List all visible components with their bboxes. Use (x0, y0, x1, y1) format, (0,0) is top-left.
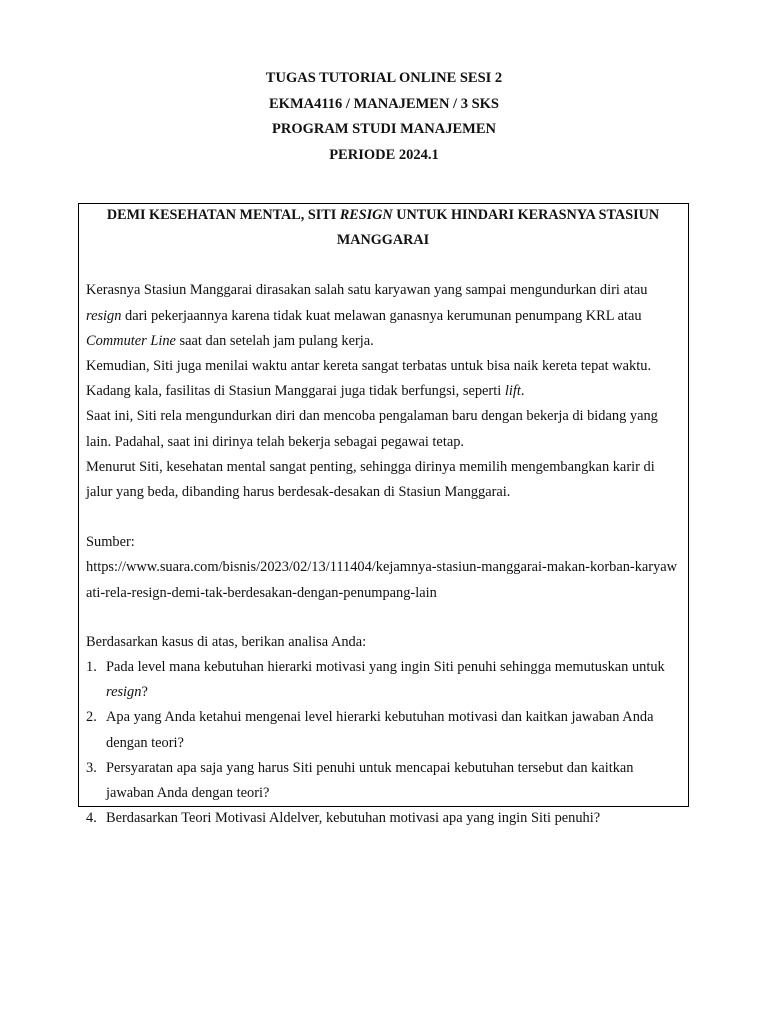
question-item-2 (86, 705, 680, 755)
header-course-code: EKMA4116 / MANAJEMEN / 3 SKS (269, 95, 499, 112)
header-study-program: PROGRAM STUDI MANAJEMEN (272, 121, 496, 138)
header-assignment-title: TUGAS TUTORIAL ONLINE SESI 2 (265, 70, 503, 86)
question-1-text-b: ? (141, 684, 148, 701)
questions-intro: Berdasarkan kasus di atas, berikan analisa Anda: (86, 633, 367, 650)
question-4-text: Berdasarkan Teori Motivasi Aldelver, kebutuhan motivasi apa yang ingin Siti penuhi? (106, 810, 601, 827)
question-number-1: 1. (86, 659, 97, 676)
question-1-text-a: Pada level mana kebutuhan hierarki motivasi yang ingin Siti penuhi sehingga memutuskan untuk (106, 659, 665, 676)
case-p1-text-c: saat dan setelah jam pulang kerja. (175, 332, 374, 349)
questions-list (86, 655, 680, 831)
source-url: https://www.suara.com/bisnis/2023/02/13/111404/kejamnya-stasiun-manggarai-makan-korban-karyawati-rela-resign-demi-tak-berdesakan-dengan-penumpang-lain (86, 559, 678, 601)
question-item-1 (86, 655, 680, 705)
case-p1-text-b: dari pekerjaannya karena tidak kuat melawan ganasnya kerumunan penumpang KRL atau (121, 307, 642, 324)
case-box (78, 203, 689, 827)
case-title-part2: UNTUK HINDARI KERASNYA STASIUN MANGGARAI (336, 207, 660, 249)
question-item-3 (86, 756, 680, 806)
question-2-text: Apa yang Anda ketahui mengenai level hierarki kebutuhan motivasi dan kaitkan jawaban Anda dengan teori? (106, 709, 654, 751)
question-3-text: Persyaratan apa saja yang harus Siti penuhi untuk mencapai kebutuhan tersebut dan kaitkan jawaban Anda dengan teori? (106, 759, 634, 802)
case-p1-italic-resign: resign (86, 307, 122, 324)
case-title-italic: RESIGN (339, 207, 393, 223)
case-p2-text-a: Kemudian, Siti juga menilai waktu antar kereta sangat terbatas untuk bisa naik kereta tepat waktu. Kadang kala, fasilitas di Stasiun Manggarai juga tidak berfungsi, seperti (86, 358, 652, 400)
case-body (86, 278, 680, 505)
questions-section (86, 630, 680, 832)
case-paragraph-3: Saat ini, Siti rela mengundurkan diri dan mencoba pengalaman baru dengan bekerja di bidang yang lain. Padahal, saat ini dirinya telah bekerja sebagai pegawai tetap. (86, 408, 658, 450)
question-number-3: 3. (86, 759, 97, 776)
case-p1-text-a: Kerasnya Stasiun Manggarai dirasakan salah satu karyawan yang sampai mengundurkan diri atau (86, 282, 648, 299)
document-header (0, 66, 768, 168)
header-period: PERIODE 2024.1 (329, 146, 439, 163)
question-item-4 (86, 806, 680, 831)
case-p2-italic-lift: lift (504, 383, 521, 400)
source-section (86, 530, 680, 606)
case-paragraph-1 (86, 278, 680, 354)
question-1-italic: resign (106, 684, 142, 701)
case-title-part1: DEMI KESEHATAN MENTAL, SITI (106, 207, 340, 223)
case-paragraph-4: Menurut Siti, kesehatan mental sangat penting, sehingga dirinya memilih mengembangkan karir di jalur yang beda, dibanding harus berdesak-desakan di Stasiun Manggarai. (86, 458, 655, 501)
case-paragraph-2 (86, 354, 680, 404)
case-title (86, 203, 680, 253)
question-number-2: 2. (86, 709, 97, 726)
source-label: Sumber: (86, 534, 135, 551)
case-p2-text-b: . (520, 383, 525, 400)
case-p1-italic-commuter: Commuter Line (86, 332, 176, 349)
question-number-4: 4. (86, 810, 97, 827)
